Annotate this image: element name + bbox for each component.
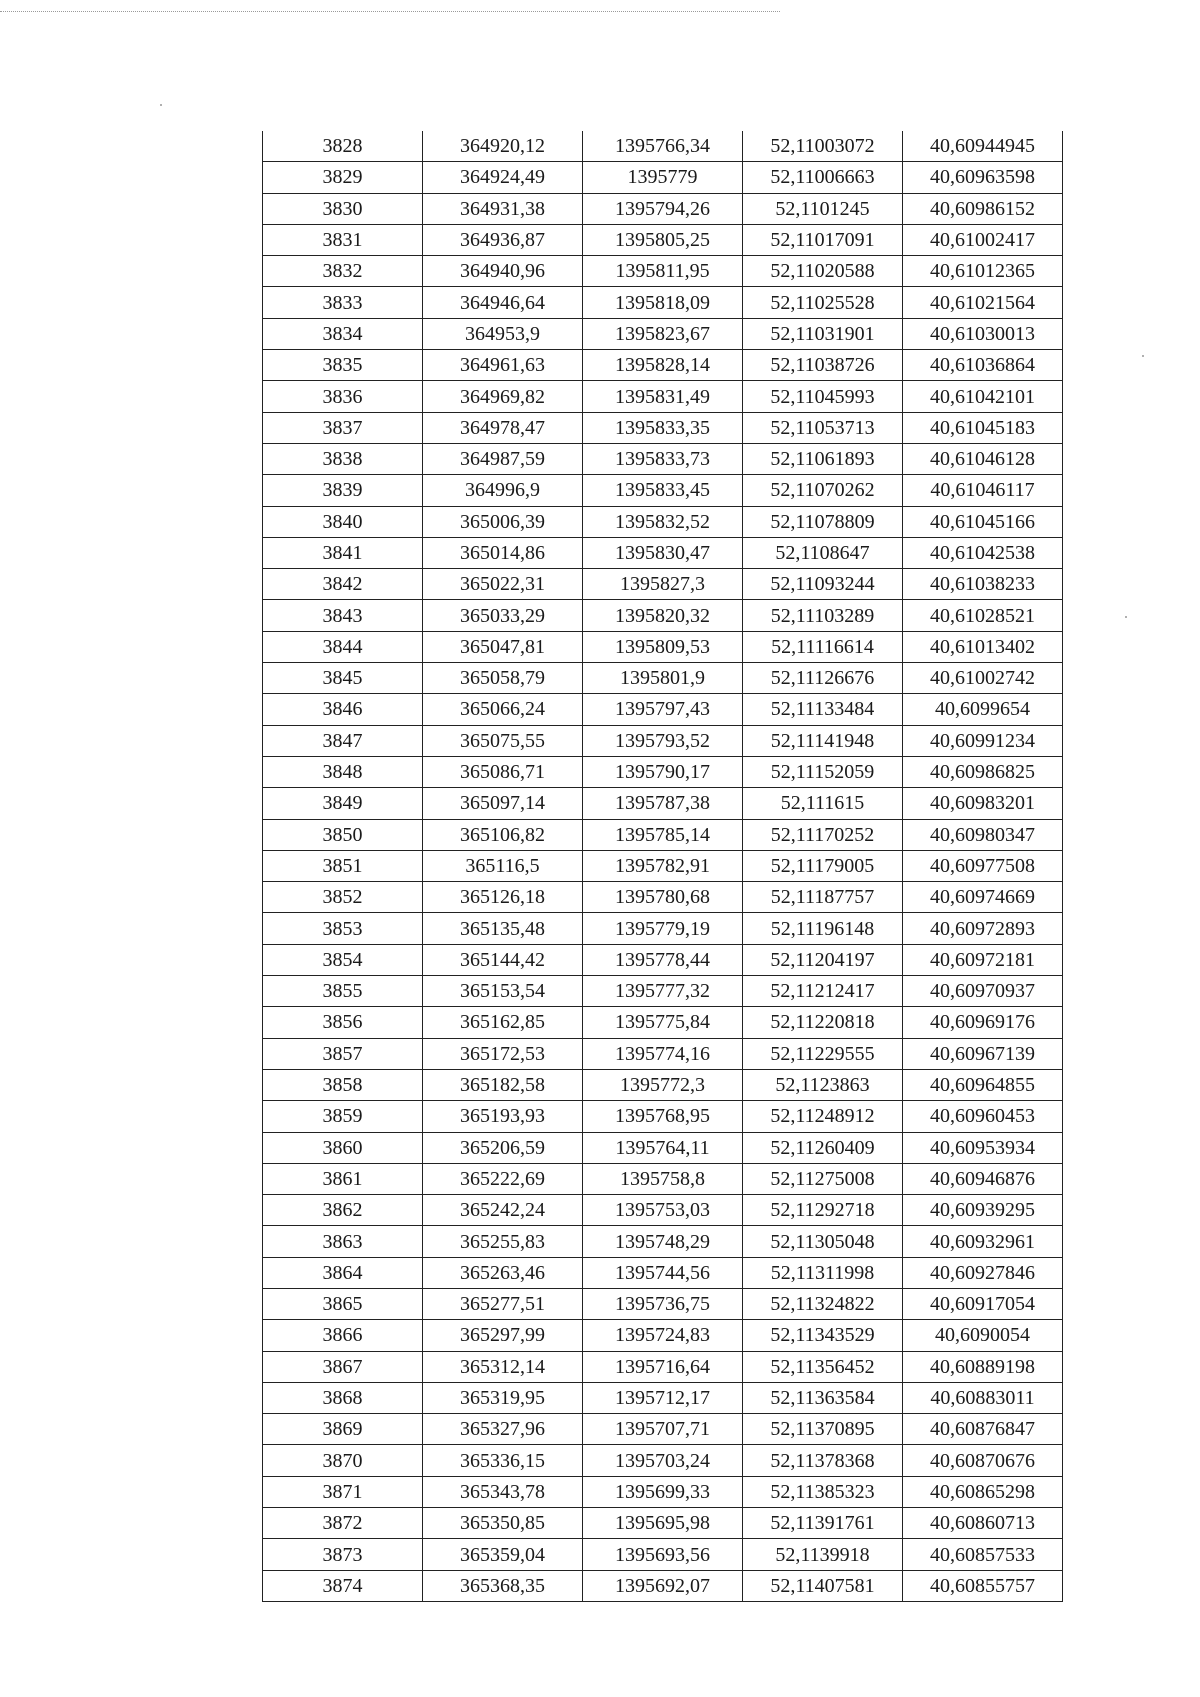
x-coordinate-cell: 364961,63 [423, 350, 583, 381]
table-row [263, 131, 1063, 162]
latitude-cell: 52,11070262 [743, 475, 903, 506]
y-coordinate-cell: 1395707,71 [583, 1414, 743, 1445]
table-row [263, 1414, 1063, 1445]
x-coordinate-cell: 365255,83 [423, 1226, 583, 1257]
x-coordinate-cell: 365206,59 [423, 1132, 583, 1163]
y-coordinate-cell: 1395785,14 [583, 819, 743, 850]
y-coordinate-cell: 1395827,3 [583, 569, 743, 600]
point-number-cell: 3831 [263, 224, 423, 255]
longitude-cell: 40,60991234 [903, 725, 1063, 756]
longitude-cell: 40,60964855 [903, 1069, 1063, 1100]
table-row [263, 913, 1063, 944]
table-row [263, 1445, 1063, 1476]
x-coordinate-cell: 365350,85 [423, 1508, 583, 1539]
y-coordinate-cell: 1395712,17 [583, 1382, 743, 1413]
x-coordinate-cell: 365319,95 [423, 1382, 583, 1413]
longitude-cell: 40,60855757 [903, 1570, 1063, 1601]
latitude-cell: 52,11292718 [743, 1195, 903, 1226]
point-number-cell: 3828 [263, 131, 423, 162]
longitude-cell: 40,61038233 [903, 569, 1063, 600]
table-row [263, 788, 1063, 819]
table-row [263, 569, 1063, 600]
longitude-cell: 40,60970937 [903, 976, 1063, 1007]
y-coordinate-cell: 1395775,84 [583, 1007, 743, 1038]
x-coordinate-cell: 365297,99 [423, 1320, 583, 1351]
coordinates-table [262, 131, 1063, 1602]
longitude-cell: 40,61045183 [903, 412, 1063, 443]
y-coordinate-cell: 1395823,67 [583, 318, 743, 349]
x-coordinate-cell: 365033,29 [423, 600, 583, 631]
scan-artifact-dot [1125, 616, 1127, 618]
table-row [263, 1007, 1063, 1038]
point-number-cell: 3852 [263, 882, 423, 913]
table-row [263, 256, 1063, 287]
latitude-cell: 52,11045993 [743, 381, 903, 412]
latitude-cell: 52,11116614 [743, 631, 903, 662]
x-coordinate-cell: 365126,18 [423, 882, 583, 913]
table-row [263, 819, 1063, 850]
point-number-cell: 3866 [263, 1320, 423, 1351]
longitude-cell: 40,60983201 [903, 788, 1063, 819]
table-row [263, 882, 1063, 913]
y-coordinate-cell: 1395811,95 [583, 256, 743, 287]
latitude-cell: 52,11078809 [743, 506, 903, 537]
table-row [263, 694, 1063, 725]
latitude-cell: 52,11031901 [743, 318, 903, 349]
table-row [263, 1508, 1063, 1539]
point-number-cell: 3867 [263, 1351, 423, 1382]
x-coordinate-cell: 365172,53 [423, 1038, 583, 1069]
x-coordinate-cell: 365193,93 [423, 1101, 583, 1132]
longitude-cell: 40,60974669 [903, 882, 1063, 913]
latitude-cell: 52,11220818 [743, 1007, 903, 1038]
point-number-cell: 3860 [263, 1132, 423, 1163]
table-row [263, 631, 1063, 662]
point-number-cell: 3851 [263, 850, 423, 881]
latitude-cell: 52,11385323 [743, 1476, 903, 1507]
latitude-cell: 52,11025528 [743, 287, 903, 318]
longitude-cell: 40,60972181 [903, 944, 1063, 975]
y-coordinate-cell: 1395833,35 [583, 412, 743, 443]
latitude-cell: 52,1108647 [743, 537, 903, 568]
latitude-cell: 52,11324822 [743, 1288, 903, 1319]
point-number-cell: 3836 [263, 381, 423, 412]
table-row [263, 1257, 1063, 1288]
y-coordinate-cell: 1395797,43 [583, 694, 743, 725]
latitude-cell: 52,1139918 [743, 1539, 903, 1570]
longitude-cell: 40,60883011 [903, 1382, 1063, 1413]
latitude-cell: 52,11179005 [743, 850, 903, 881]
y-coordinate-cell: 1395833,73 [583, 443, 743, 474]
x-coordinate-cell: 365058,79 [423, 663, 583, 694]
x-coordinate-cell: 365022,31 [423, 569, 583, 600]
table-row [263, 663, 1063, 694]
latitude-cell: 52,11141948 [743, 725, 903, 756]
y-coordinate-cell: 1395724,83 [583, 1320, 743, 1351]
point-number-cell: 3858 [263, 1069, 423, 1100]
longitude-cell: 40,60963598 [903, 162, 1063, 193]
longitude-cell: 40,60986825 [903, 756, 1063, 787]
latitude-cell: 52,11187757 [743, 882, 903, 913]
latitude-cell: 52,11053713 [743, 412, 903, 443]
x-coordinate-cell: 365359,04 [423, 1539, 583, 1570]
y-coordinate-cell: 1395758,8 [583, 1163, 743, 1194]
y-coordinate-cell: 1395748,29 [583, 1226, 743, 1257]
table-row [263, 412, 1063, 443]
table-row [263, 600, 1063, 631]
x-coordinate-cell: 365047,81 [423, 631, 583, 662]
longitude-cell: 40,6099654 [903, 694, 1063, 725]
longitude-cell: 40,61002742 [903, 663, 1063, 694]
longitude-cell: 40,61046117 [903, 475, 1063, 506]
y-coordinate-cell: 1395832,52 [583, 506, 743, 537]
longitude-cell: 40,60917054 [903, 1288, 1063, 1319]
point-number-cell: 3841 [263, 537, 423, 568]
table-row [263, 193, 1063, 224]
table-row [263, 1038, 1063, 1069]
point-number-cell: 3863 [263, 1226, 423, 1257]
longitude-cell: 40,61042101 [903, 381, 1063, 412]
latitude-cell: 52,11343529 [743, 1320, 903, 1351]
y-coordinate-cell: 1395779,19 [583, 913, 743, 944]
longitude-cell: 40,60967139 [903, 1038, 1063, 1069]
point-number-cell: 3848 [263, 756, 423, 787]
longitude-cell: 40,60865298 [903, 1476, 1063, 1507]
point-number-cell: 3833 [263, 287, 423, 318]
coordinates-table-body [263, 131, 1063, 1601]
latitude-cell: 52,11103289 [743, 600, 903, 631]
y-coordinate-cell: 1395787,38 [583, 788, 743, 819]
y-coordinate-cell: 1395753,03 [583, 1195, 743, 1226]
point-number-cell: 3838 [263, 443, 423, 474]
longitude-cell: 40,61013402 [903, 631, 1063, 662]
y-coordinate-cell: 1395703,24 [583, 1445, 743, 1476]
longitude-cell: 40,61042538 [903, 537, 1063, 568]
point-number-cell: 3846 [263, 694, 423, 725]
y-coordinate-cell: 1395774,16 [583, 1038, 743, 1069]
x-coordinate-cell: 365277,51 [423, 1288, 583, 1319]
table-row [263, 1163, 1063, 1194]
table-row [263, 1570, 1063, 1601]
table-row [263, 537, 1063, 568]
y-coordinate-cell: 1395699,33 [583, 1476, 743, 1507]
point-number-cell: 3865 [263, 1288, 423, 1319]
longitude-cell: 40,6090054 [903, 1320, 1063, 1351]
table-row [263, 506, 1063, 537]
longitude-cell: 40,61028521 [903, 600, 1063, 631]
y-coordinate-cell: 1395805,25 [583, 224, 743, 255]
x-coordinate-cell: 364987,59 [423, 443, 583, 474]
latitude-cell: 52,11305048 [743, 1226, 903, 1257]
table-row [263, 1320, 1063, 1351]
latitude-cell: 52,1101245 [743, 193, 903, 224]
latitude-cell: 52,11133484 [743, 694, 903, 725]
point-number-cell: 3861 [263, 1163, 423, 1194]
x-coordinate-cell: 364953,9 [423, 318, 583, 349]
latitude-cell: 52,11275008 [743, 1163, 903, 1194]
y-coordinate-cell: 1395768,95 [583, 1101, 743, 1132]
point-number-cell: 3847 [263, 725, 423, 756]
latitude-cell: 52,11003072 [743, 131, 903, 162]
latitude-cell: 52,11260409 [743, 1132, 903, 1163]
x-coordinate-cell: 365144,42 [423, 944, 583, 975]
latitude-cell: 52,11248912 [743, 1101, 903, 1132]
point-number-cell: 3849 [263, 788, 423, 819]
x-coordinate-cell: 365312,14 [423, 1351, 583, 1382]
latitude-cell: 52,11204197 [743, 944, 903, 975]
latitude-cell: 52,11370895 [743, 1414, 903, 1445]
table-row [263, 756, 1063, 787]
point-number-cell: 3874 [263, 1570, 423, 1601]
longitude-cell: 40,61036864 [903, 350, 1063, 381]
longitude-cell: 40,60972893 [903, 913, 1063, 944]
latitude-cell: 52,11196148 [743, 913, 903, 944]
longitude-cell: 40,60889198 [903, 1351, 1063, 1382]
table-row [263, 1382, 1063, 1413]
y-coordinate-cell: 1395766,34 [583, 131, 743, 162]
latitude-cell: 52,11311998 [743, 1257, 903, 1288]
longitude-cell: 40,60876847 [903, 1414, 1063, 1445]
point-number-cell: 3843 [263, 600, 423, 631]
x-coordinate-cell: 365336,15 [423, 1445, 583, 1476]
latitude-cell: 52,11170252 [743, 819, 903, 850]
longitude-cell: 40,61012365 [903, 256, 1063, 287]
table-row [263, 1226, 1063, 1257]
point-number-cell: 3832 [263, 256, 423, 287]
latitude-cell: 52,1123863 [743, 1069, 903, 1100]
longitude-cell: 40,60944945 [903, 131, 1063, 162]
point-number-cell: 3862 [263, 1195, 423, 1226]
y-coordinate-cell: 1395793,52 [583, 725, 743, 756]
x-coordinate-cell: 364940,96 [423, 256, 583, 287]
x-coordinate-cell: 364946,64 [423, 287, 583, 318]
scan-artifact-dot [160, 104, 162, 106]
point-number-cell: 3869 [263, 1414, 423, 1445]
scan-artifact-dot [1142, 355, 1144, 357]
point-number-cell: 3834 [263, 318, 423, 349]
point-number-cell: 3829 [263, 162, 423, 193]
x-coordinate-cell: 365343,78 [423, 1476, 583, 1507]
longitude-cell: 40,60860713 [903, 1508, 1063, 1539]
table-row [263, 224, 1063, 255]
y-coordinate-cell: 1395695,98 [583, 1508, 743, 1539]
latitude-cell: 52,111615 [743, 788, 903, 819]
x-coordinate-cell: 364931,38 [423, 193, 583, 224]
table-row [263, 162, 1063, 193]
x-coordinate-cell: 365116,5 [423, 850, 583, 881]
point-number-cell: 3830 [263, 193, 423, 224]
y-coordinate-cell: 1395828,14 [583, 350, 743, 381]
x-coordinate-cell: 365162,85 [423, 1007, 583, 1038]
latitude-cell: 52,11378368 [743, 1445, 903, 1476]
table-row [263, 944, 1063, 975]
table-row [263, 350, 1063, 381]
point-number-cell: 3855 [263, 976, 423, 1007]
x-coordinate-cell: 365182,58 [423, 1069, 583, 1100]
point-number-cell: 3871 [263, 1476, 423, 1507]
y-coordinate-cell: 1395777,32 [583, 976, 743, 1007]
y-coordinate-cell: 1395764,11 [583, 1132, 743, 1163]
x-coordinate-cell: 365153,54 [423, 976, 583, 1007]
latitude-cell: 52,11038726 [743, 350, 903, 381]
table-row [263, 443, 1063, 474]
table-row [263, 1132, 1063, 1163]
longitude-cell: 40,61030013 [903, 318, 1063, 349]
x-coordinate-cell: 365368,35 [423, 1570, 583, 1601]
y-coordinate-cell: 1395716,64 [583, 1351, 743, 1382]
point-number-cell: 3859 [263, 1101, 423, 1132]
x-coordinate-cell: 365006,39 [423, 506, 583, 537]
x-coordinate-cell: 365263,46 [423, 1257, 583, 1288]
table-row [263, 318, 1063, 349]
point-number-cell: 3873 [263, 1539, 423, 1570]
table-row [263, 1539, 1063, 1570]
table-row [263, 1288, 1063, 1319]
latitude-cell: 52,11363584 [743, 1382, 903, 1413]
table-row [263, 1351, 1063, 1382]
point-number-cell: 3864 [263, 1257, 423, 1288]
latitude-cell: 52,11017091 [743, 224, 903, 255]
table-row [263, 381, 1063, 412]
longitude-cell: 40,60986152 [903, 193, 1063, 224]
x-coordinate-cell: 364920,12 [423, 131, 583, 162]
x-coordinate-cell: 365075,55 [423, 725, 583, 756]
latitude-cell: 52,11061893 [743, 443, 903, 474]
table-row [263, 287, 1063, 318]
table-row [263, 1069, 1063, 1100]
x-coordinate-cell: 365222,69 [423, 1163, 583, 1194]
longitude-cell: 40,60857533 [903, 1539, 1063, 1570]
latitude-cell: 52,11212417 [743, 976, 903, 1007]
x-coordinate-cell: 365014,86 [423, 537, 583, 568]
longitude-cell: 40,60969176 [903, 1007, 1063, 1038]
latitude-cell: 52,11126676 [743, 663, 903, 694]
point-number-cell: 3842 [263, 569, 423, 600]
longitude-cell: 40,60946876 [903, 1163, 1063, 1194]
point-number-cell: 3837 [263, 412, 423, 443]
longitude-cell: 40,60980347 [903, 819, 1063, 850]
table-row [263, 976, 1063, 1007]
point-number-cell: 3845 [263, 663, 423, 694]
latitude-cell: 52,11006663 [743, 162, 903, 193]
table-row [263, 1476, 1063, 1507]
x-coordinate-cell: 365327,96 [423, 1414, 583, 1445]
x-coordinate-cell: 365242,24 [423, 1195, 583, 1226]
point-number-cell: 3868 [263, 1382, 423, 1413]
longitude-cell: 40,61021564 [903, 287, 1063, 318]
longitude-cell: 40,60927846 [903, 1257, 1063, 1288]
latitude-cell: 52,11093244 [743, 569, 903, 600]
y-coordinate-cell: 1395744,56 [583, 1257, 743, 1288]
point-number-cell: 3850 [263, 819, 423, 850]
longitude-cell: 40,61002417 [903, 224, 1063, 255]
point-number-cell: 3844 [263, 631, 423, 662]
x-coordinate-cell: 364936,87 [423, 224, 583, 255]
point-number-cell: 3840 [263, 506, 423, 537]
x-coordinate-cell: 364996,9 [423, 475, 583, 506]
y-coordinate-cell: 1395801,9 [583, 663, 743, 694]
y-coordinate-cell: 1395809,53 [583, 631, 743, 662]
y-coordinate-cell: 1395833,45 [583, 475, 743, 506]
scan-artifact-line [0, 11, 780, 12]
y-coordinate-cell: 1395779 [583, 162, 743, 193]
table-row [263, 475, 1063, 506]
x-coordinate-cell: 365106,82 [423, 819, 583, 850]
y-coordinate-cell: 1395790,17 [583, 756, 743, 787]
longitude-cell: 40,60939295 [903, 1195, 1063, 1226]
point-number-cell: 3854 [263, 944, 423, 975]
y-coordinate-cell: 1395820,32 [583, 600, 743, 631]
table-row [263, 850, 1063, 881]
y-coordinate-cell: 1395830,47 [583, 537, 743, 568]
y-coordinate-cell: 1395782,91 [583, 850, 743, 881]
latitude-cell: 52,11391761 [743, 1508, 903, 1539]
x-coordinate-cell: 364978,47 [423, 412, 583, 443]
point-number-cell: 3870 [263, 1445, 423, 1476]
y-coordinate-cell: 1395772,3 [583, 1069, 743, 1100]
y-coordinate-cell: 1395780,68 [583, 882, 743, 913]
x-coordinate-cell: 365097,14 [423, 788, 583, 819]
point-number-cell: 3872 [263, 1508, 423, 1539]
point-number-cell: 3856 [263, 1007, 423, 1038]
longitude-cell: 40,60977508 [903, 850, 1063, 881]
y-coordinate-cell: 1395778,44 [583, 944, 743, 975]
latitude-cell: 52,11152059 [743, 756, 903, 787]
latitude-cell: 52,11229555 [743, 1038, 903, 1069]
latitude-cell: 52,11407581 [743, 1570, 903, 1601]
x-coordinate-cell: 364969,82 [423, 381, 583, 412]
latitude-cell: 52,11020588 [743, 256, 903, 287]
latitude-cell: 52,11356452 [743, 1351, 903, 1382]
x-coordinate-cell: 364924,49 [423, 162, 583, 193]
point-number-cell: 3857 [263, 1038, 423, 1069]
longitude-cell: 40,60960453 [903, 1101, 1063, 1132]
y-coordinate-cell: 1395818,09 [583, 287, 743, 318]
table-row [263, 725, 1063, 756]
y-coordinate-cell: 1395693,56 [583, 1539, 743, 1570]
longitude-cell: 40,60953934 [903, 1132, 1063, 1163]
y-coordinate-cell: 1395692,07 [583, 1570, 743, 1601]
longitude-cell: 40,61046128 [903, 443, 1063, 474]
longitude-cell: 40,60870676 [903, 1445, 1063, 1476]
table-row [263, 1195, 1063, 1226]
y-coordinate-cell: 1395831,49 [583, 381, 743, 412]
x-coordinate-cell: 365066,24 [423, 694, 583, 725]
longitude-cell: 40,61045166 [903, 506, 1063, 537]
y-coordinate-cell: 1395794,26 [583, 193, 743, 224]
x-coordinate-cell: 365135,48 [423, 913, 583, 944]
point-number-cell: 3839 [263, 475, 423, 506]
x-coordinate-cell: 365086,71 [423, 756, 583, 787]
table-row [263, 1101, 1063, 1132]
y-coordinate-cell: 1395736,75 [583, 1288, 743, 1319]
point-number-cell: 3835 [263, 350, 423, 381]
longitude-cell: 40,60932961 [903, 1226, 1063, 1257]
point-number-cell: 3853 [263, 913, 423, 944]
